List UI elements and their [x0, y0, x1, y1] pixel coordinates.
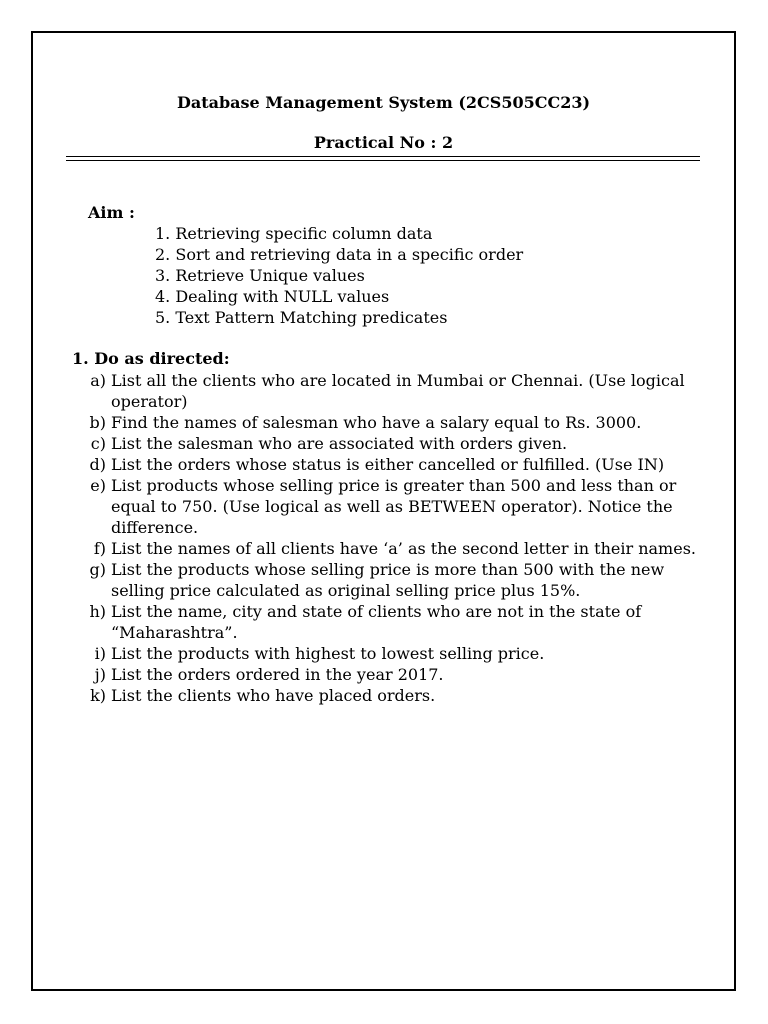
- practical-number: Practical No : 2: [313, 133, 454, 152]
- question-text: List the name, city and state of clients who are not in the state of “Maharashtra”.: [111, 602, 642, 642]
- question-letter: g): [89, 560, 106, 579]
- title-rule-bottom: [66, 160, 700, 161]
- document-title: Database Management System (2CS505CC23): [176, 93, 591, 112]
- question-text: List the products whose selling price is more than 500 with the new selling price calculated as original selling price plus 15%.: [111, 560, 665, 600]
- question-item: [60, 601, 710, 643]
- question-text: List the salesman who are associated with orders given.: [111, 434, 568, 453]
- question-letter: j): [94, 665, 106, 684]
- aim-item: 5. Text Pattern Matching predicates: [155, 308, 448, 327]
- question-item: [60, 475, 710, 538]
- question-item: [60, 559, 710, 601]
- question-text: List the orders whose status is either cancelled or fulfilled. (Use IN): [111, 455, 665, 474]
- question-text: Find the names of salesman who have a salary equal to Rs. 3000.: [111, 413, 642, 432]
- question-item: [60, 643, 710, 664]
- question-item: [60, 664, 710, 685]
- aim-item: 4. Dealing with NULL values: [155, 287, 390, 306]
- aim-item: 2. Sort and retrieving data in a specific order: [155, 245, 524, 264]
- question-item: [60, 433, 710, 454]
- aim-list: [155, 223, 523, 328]
- question-text: List the products with highest to lowest selling price.: [111, 644, 545, 663]
- question-item: [60, 454, 710, 475]
- question-item: [60, 538, 710, 559]
- aim-label: Aim :: [88, 203, 135, 222]
- section-heading: 1. Do as directed:: [72, 349, 230, 368]
- question-letter: b): [89, 413, 106, 432]
- question-item: [60, 685, 710, 706]
- question-text: List the orders ordered in the year 2017.: [111, 665, 444, 684]
- question-item: [60, 370, 710, 412]
- question-text: List all the clients who are located in Mumbai or Chennai. (Use logical operator): [111, 371, 685, 411]
- question-letter: k): [90, 686, 106, 705]
- question-letter: h): [89, 602, 106, 621]
- question-list: [60, 370, 710, 706]
- question-letter: e): [90, 476, 106, 495]
- question-letter: d): [89, 455, 106, 474]
- aim-item: 3. Retrieve Unique values: [155, 266, 365, 285]
- question-text: List the names of all clients have ‘a’ as the second letter in their names.: [111, 539, 696, 558]
- question-letter: c): [90, 434, 106, 453]
- question-text: List the clients who have placed orders.: [111, 686, 436, 705]
- question-letter: a): [90, 371, 106, 390]
- question-item: [60, 412, 710, 433]
- question-text: List products whose selling price is greater than 500 and less than or equal to 750. (Use logical as well as BETWEEN operator). Notice the difference.: [111, 476, 677, 537]
- question-letter: i): [94, 644, 106, 663]
- aim-item: 1. Retrieving specific column data: [155, 224, 433, 243]
- title-rule-top: [66, 156, 700, 157]
- question-letter: f): [93, 539, 106, 558]
